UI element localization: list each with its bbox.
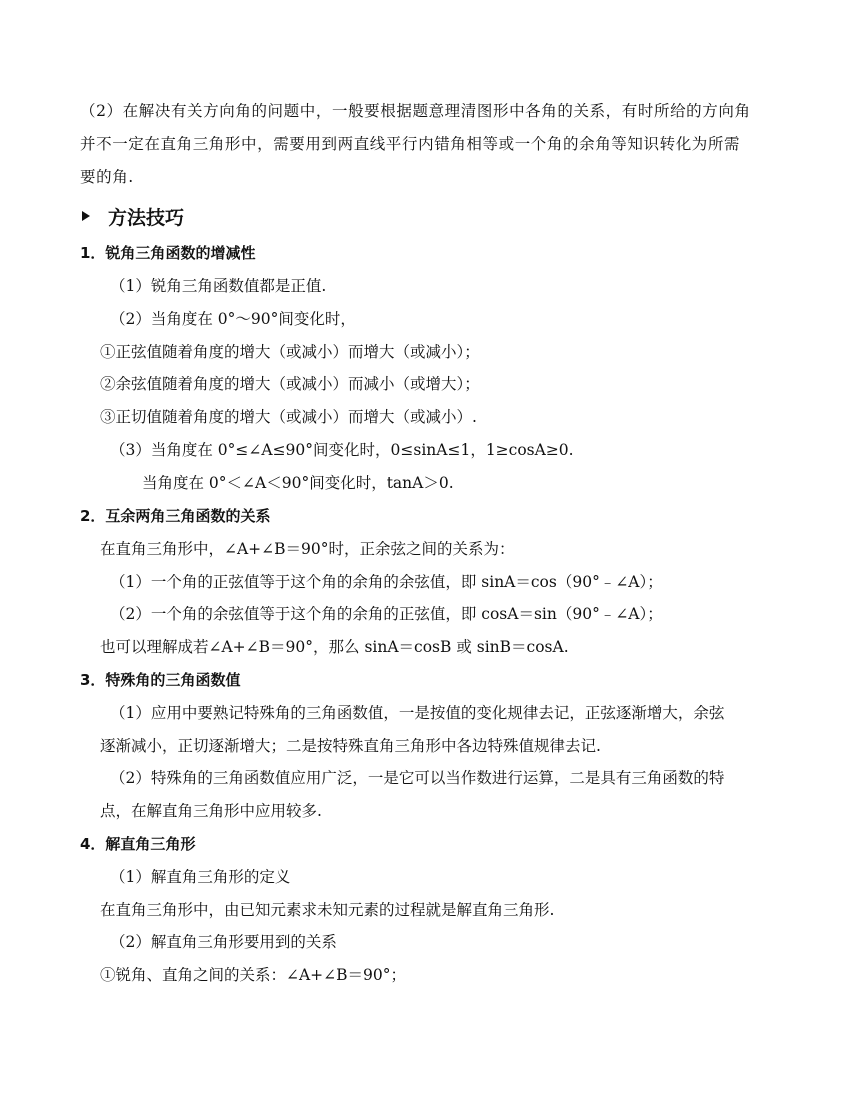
topic2-line-4: 也可以理解成若∠A+∠B＝90°，那么 sinA＝cosB 或 sinB＝cosA.: [100, 638, 569, 656]
topic3-line-2: 逐渐减小，正切逐渐增大；二是按特殊直角三角形中各边特殊值规律去记.: [100, 737, 601, 755]
topic4-heading: 4．解直角三角形: [80, 835, 196, 853]
topic4-line-2: 在直角三角形中，由已知元素求未知元素的过程就是解直角三角形.: [100, 901, 555, 919]
topic1-line-1: （1）锐角三角函数值都是正值.: [110, 277, 327, 295]
topic4-line-4: ①锐角、直角之间的关系：∠A+∠B＝90°；: [100, 966, 407, 984]
topic1-line-5: ③正切值随着角度的增大（或减小）而增大（或减小）.: [100, 408, 477, 426]
intro-line-2: 并不一定在直角三角形中，需要用到两直线平行内错角相等或一个角的余角等知识转化为所需: [80, 135, 741, 153]
topic4-line-3: （2）解直角三角形要用到的关系: [110, 933, 337, 951]
intro-line-3: 要的角.: [80, 168, 134, 186]
topic2-line-3: （2）一个角的余弦值等于这个角的余角的正弦值，即 cosA＝sin（90°﹣∠A）；: [110, 605, 663, 623]
topic1-line-2: （2）当角度在 0°～90°间变化时，: [110, 310, 356, 328]
topic3-line-4: 点，在解直角三角形中应用较多.: [100, 802, 322, 820]
topic1-line-3: ①正弦值随着角度的增大（或减小）而增大（或减小）；: [100, 343, 480, 361]
section-title: 方法技巧: [108, 206, 185, 229]
topic3-heading: 3．特殊角的三角函数值: [80, 671, 241, 689]
topic2-line-1: 在直角三角形中，∠A+∠B＝90°时，正余弦之间的关系为：: [100, 540, 515, 558]
topic2-heading: 2．互余两角三角函数的关系: [80, 507, 271, 525]
topic1-line-4: ②余弦值随着角度的增大（或减小）而减小（或增大）；: [100, 375, 480, 393]
topic3-line-3: （2）特殊角的三角函数值应用广泛，一是它可以当作数进行运算，二是具有三角函数的特: [110, 769, 725, 787]
arrow-bullet-icon: [82, 211, 90, 221]
topic4-line-1: （1）解直角三角形的定义: [110, 868, 291, 886]
topic2-line-2: （1）一个角的正弦值等于这个角的余角的余弦值，即 sinA＝cos（90°﹣∠A）；: [110, 573, 663, 591]
intro-line-1: （2）在解决有关方向角的问题中，一般要根据题意理清图形中各角的关系，有时所给的方向角: [80, 102, 751, 120]
section-heading: [80, 203, 184, 229]
topic1-line-7: 当角度在 0°＜∠A＜90°间变化时，tanA＞0.: [142, 474, 454, 492]
topic1-line-6: （3）当角度在 0°≤∠A≤90°间变化时，0≤sinA≤1，1≥cosA≥0.: [110, 441, 574, 459]
topic1-heading: 1．锐角三角函数的增减性: [80, 244, 256, 262]
topic3-line-1: （1）应用中要熟记特殊角的三角函数值，一是按值的变化规律去记，正弦逐渐增大，余弦: [110, 704, 725, 722]
